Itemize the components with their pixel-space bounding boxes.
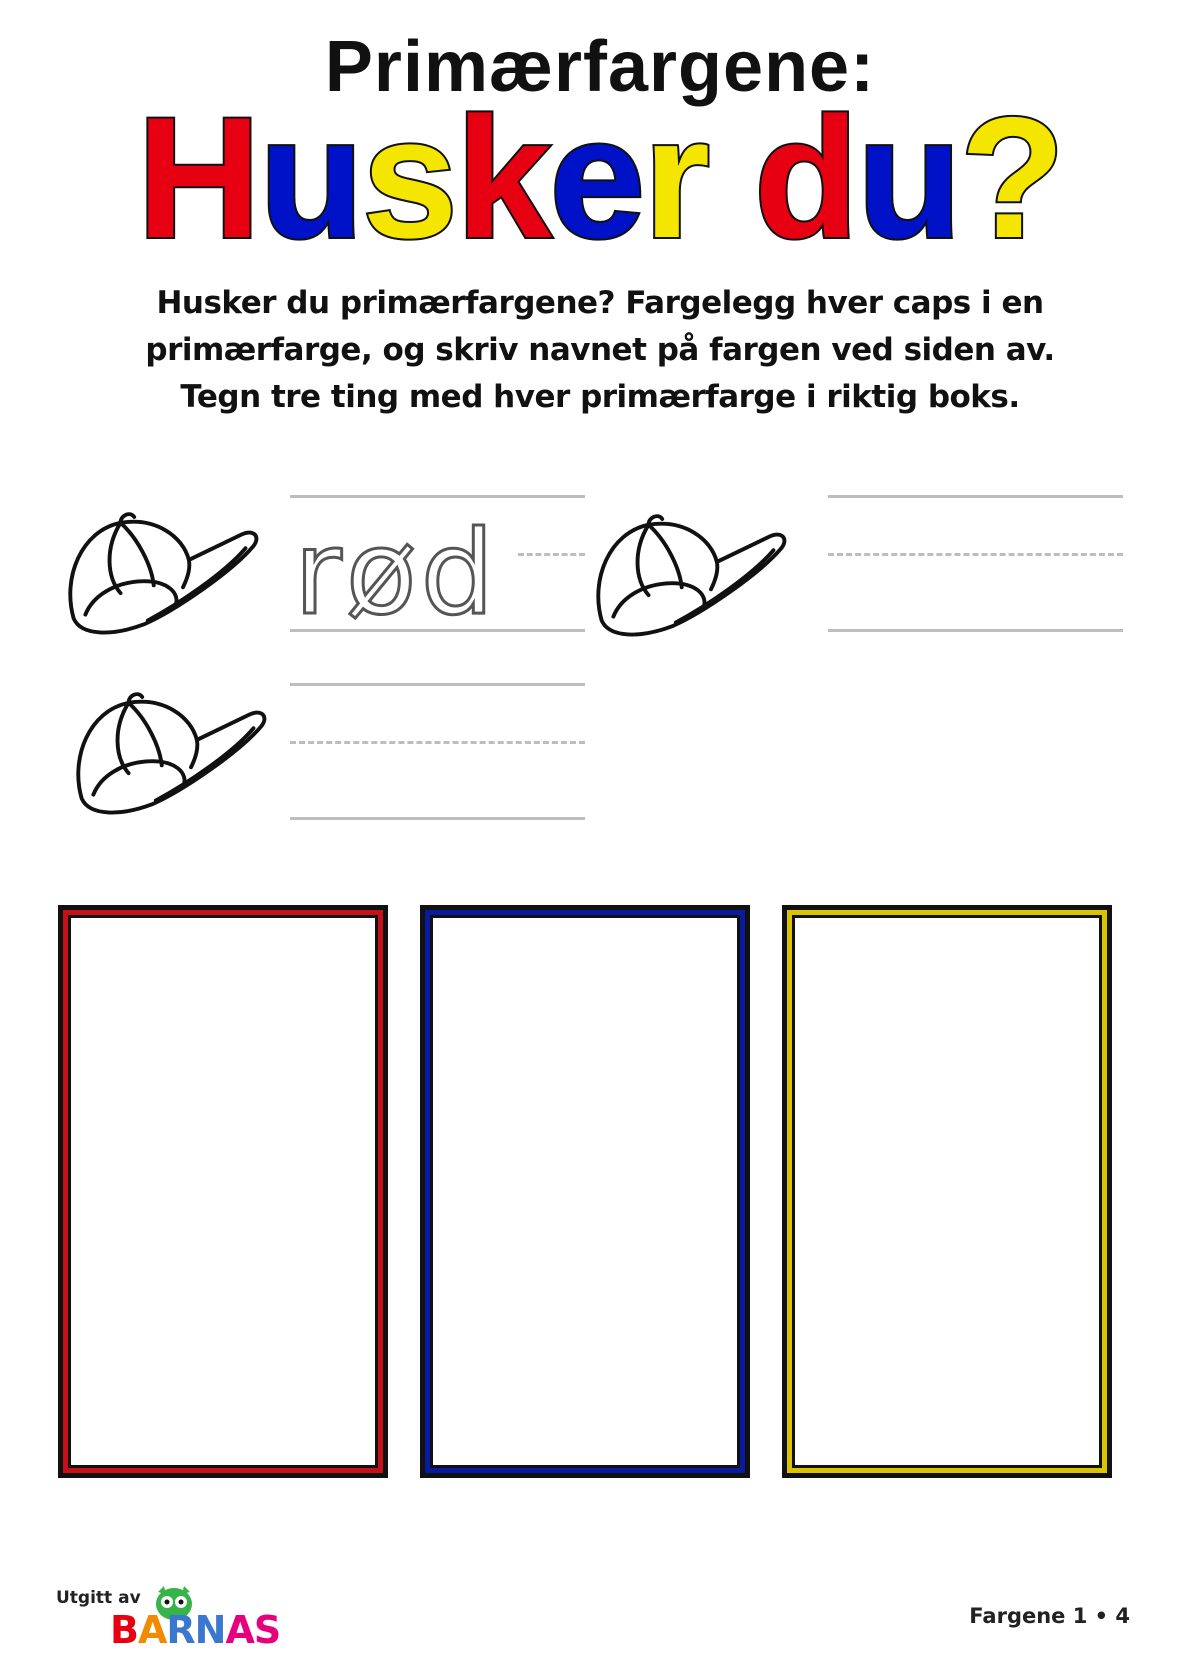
cap-icon[interactable] — [588, 507, 793, 652]
writing-lines-1[interactable] — [290, 495, 585, 645]
title-letter: e — [549, 82, 644, 274]
title-letter: u — [856, 82, 961, 274]
title-letter: ? — [960, 82, 1064, 274]
instructions — [110, 280, 1090, 421]
title-letter — [708, 82, 754, 274]
instructions-line-1: Husker du primærfargene? Fargelegg hver caps i en — [156, 285, 1044, 321]
writing-lines-3[interactable] — [290, 683, 585, 833]
brand-letter: A — [225, 1608, 254, 1652]
title-letter: d — [753, 82, 857, 274]
page-label: Fargene 1 • 4 — [969, 1604, 1130, 1628]
writing-lines-2[interactable] — [828, 495, 1123, 645]
red-drawing-box[interactable] — [58, 905, 388, 1478]
instructions-line-2: primærfarge, og skriv navnet på fargen ved siden av. — [145, 332, 1055, 368]
title-letter: r — [643, 82, 709, 274]
brand-letter: S — [253, 1608, 281, 1652]
brand-letter: B — [110, 1608, 138, 1652]
example-word: rød — [294, 506, 499, 641]
worksheet-subtitle: Primærfargene: — [324, 27, 876, 107]
cap-icon[interactable] — [60, 505, 265, 650]
brand-letter: N — [194, 1608, 226, 1652]
cap-icon[interactable] — [68, 685, 273, 830]
yellow-drawing-box[interactable] — [782, 905, 1112, 1478]
brand-name — [110, 1608, 280, 1652]
title-letter: H — [136, 82, 260, 274]
brand-letter: R — [166, 1608, 195, 1652]
blue-drawing-box[interactable] — [420, 905, 750, 1478]
title-letter: s — [362, 82, 456, 274]
title-letter: k — [455, 82, 550, 274]
published-by-label: Utgitt av — [56, 1588, 141, 1608]
brand-letter: A — [137, 1608, 167, 1652]
title-letter: u — [259, 82, 363, 274]
instructions-line-3: Tegn tre ting med hver primærfarge i riktig boks. — [180, 379, 1020, 415]
worksheet-title — [0, 82, 1200, 274]
